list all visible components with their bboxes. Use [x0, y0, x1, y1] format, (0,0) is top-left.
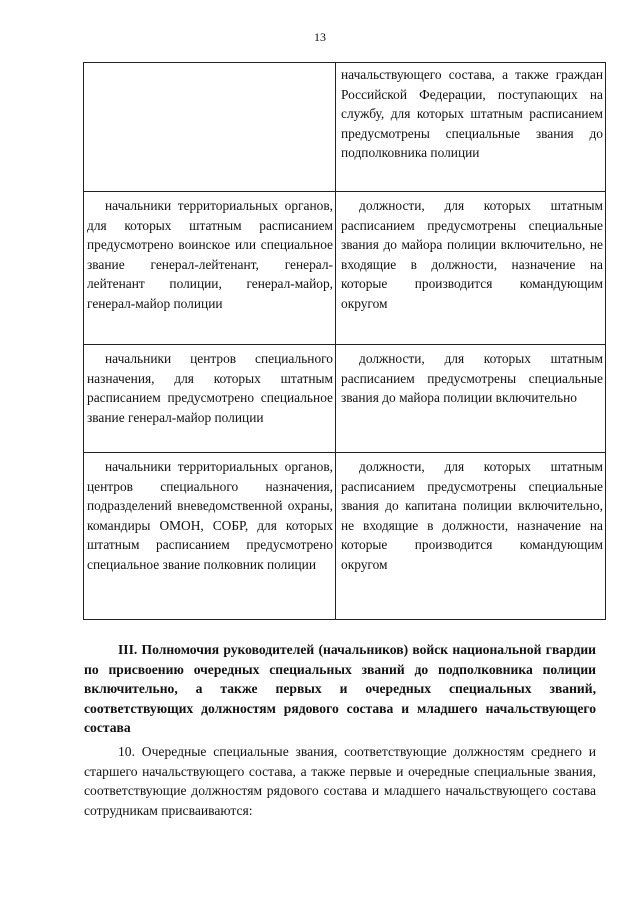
- table-cell-rank-scope: [336, 192, 606, 345]
- table-cell-rank-scope: [336, 63, 606, 192]
- table-row: [84, 192, 606, 345]
- table-row: [84, 453, 606, 620]
- page-number: 13: [314, 30, 326, 44]
- cell-text: должности, для которых штатным расписанием предусмотрены специальные звания до капитана полиции включительно, не входящие в должности, назначение на которые производится командующим округом: [341, 459, 603, 572]
- cell-text: должности, для которых штатным расписанием предусмотрены специальные звания до майора полиции включительно: [341, 351, 603, 405]
- section-heading: III. Полномочия руководителей (начальников) войск национальной гвардии по присвоению очередных специальных званий до подполковника полиции включительно, а также первых и очередных специальных званий, соответствующих должностям рядового состава и младшего начальствующего состава: [84, 642, 596, 735]
- table-cell-position: [84, 63, 336, 192]
- cell-text: начальники территориальных органов, для которых штатным расписанием предусмотрено воинское или специальное звание генерал-лейтенант, генерал-лейтенант полиции, генерал-майор, генерал-майор полиции: [87, 198, 333, 311]
- cell-text: начальники центров специального назначения, для которых штатным расписанием предусмотрено специальное звание генерал-майор полиции: [87, 351, 333, 425]
- table-cell-position: [84, 345, 336, 453]
- table-cell-position: [84, 192, 336, 345]
- ranks-table: [83, 62, 606, 620]
- cell-text: начальники территориальных органов, центров специального назначения, подразделений вневедомственной охраны, командиры ОМОН, СОБР, для которых штатным расписанием предусмотрено специальное звание полковник полиции: [87, 459, 333, 572]
- cell-text: должности, для которых штатным расписанием предусмотрены специальные звания до майора полиции включительно, не входящие в должности, назначение на которые производится командующим округом: [341, 198, 603, 311]
- cell-text: начальствующего состава, а также граждан Российской Федерации, поступающих на службу, для которых штатным расписанием предусмотрены специальные звания до подполковника полиции: [341, 67, 603, 160]
- paragraph-10: 10. Очередные специальные звания, соответствующие должностям среднего и старшего начальствующего состава, а также первые и очередные специальные звания, соответствующие должностям рядового состава и младшего начальствующего состава сотрудникам присваиваются:: [84, 744, 596, 818]
- table-row: [84, 345, 606, 453]
- table-cell-position: [84, 453, 336, 620]
- table-row: [84, 63, 606, 192]
- table-cell-rank-scope: [336, 453, 606, 620]
- table-cell-rank-scope: [336, 345, 606, 453]
